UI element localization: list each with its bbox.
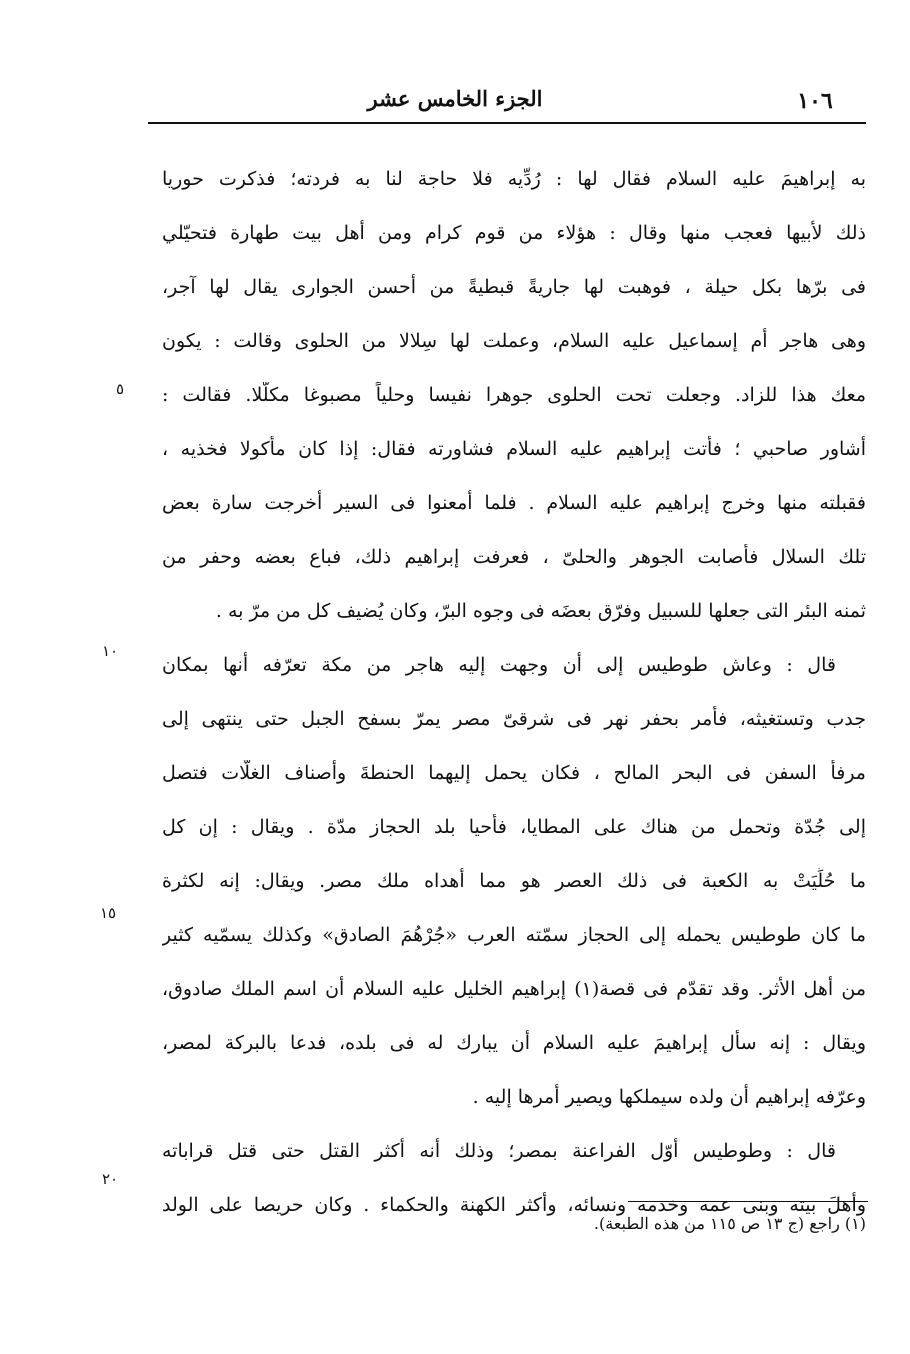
- text-line: وعرّفه إبراهيم أن ولده سيملكها ويصير أمرها إليه .: [472, 1086, 866, 1108]
- text-line: ويقال : إنه سأل إبراهيمَ عليه السلام أن يبارك له فى بلده، فدعا بالبركة لمصر،: [162, 1032, 866, 1054]
- text-line: ثمنه البئر التى جعلها للسبيل وفرّق بعضَه فى وجوه البرّ، وكان يُضيف كل من مرّ به .: [215, 600, 866, 622]
- text-line: جدب وتستغيثه، فأمر بحفر نهر فى شرقىّ مصر يمرّ بسفح الجبل حتى ينتهى إلى: [162, 708, 866, 730]
- text-line: ما حُلِّيَتْ به الكعبة فى ذلك العصر هو مما أهداه ملك مصر. ويقال: إنه لكثرة: [162, 870, 866, 892]
- footnote: (١) راجع (ج ١٣ ص ١١٥ من هذه الطبعة).: [593, 1214, 866, 1233]
- text-line: فى برّها بكل حيلة ، فوهبت لها جاريةً قبطيةً من أحسن الجوارى يقال لها آجر،: [162, 276, 866, 298]
- text-line: وهى هاجر أم إسماعيل عليه السلام، وعملت لها سِلالا من الحلوى وقالت : يكون: [162, 330, 866, 352]
- margin-line-number: ٢٠: [101, 1170, 119, 1188]
- text-line: أشاور صاحبي ؛ فأتت إبراهيم عليه السلام فشاورته فقال: إذا كان مأكولا فخذيه ،: [162, 438, 866, 460]
- margin-line-number: ١٠: [101, 642, 119, 660]
- text-line: قال : وعاش طوطيس إلى أن وجهت إليه هاجر من مكة تعرّفه أنها بمكان: [162, 654, 836, 676]
- running-header-title: الجزء الخامس عشر: [367, 86, 543, 111]
- text-line: إلى جُدّة وتحمل من هناك على المطايا، فأحيا بلد الحجاز مدّة . ويقال : إن كل: [162, 816, 866, 838]
- text-line: وأهلَ بيته وبنى عمه وخدمه ونسائه، وأكثر الكهنة والحكماء . وكان حريصا على الولد: [162, 1194, 866, 1216]
- margin-line-number: ١٥: [99, 904, 117, 922]
- text-line: ما كان طوطيس يحمله إلى الحجاز سمّته العرب «جُرْهُمَ الصادق» وكذلك يسمّيه كثير: [162, 924, 866, 946]
- text-line: من أهل الأثر. وقد تقدّم فى قصة(١) إبراهيم الخليل عليه السلام أن اسم الملك صادوق،: [162, 978, 866, 1000]
- header-rule: [148, 122, 866, 124]
- text-line: تلك السلال فأصابت الجوهر والحلىّ ، فعرفت إبراهيم ذلك، فباع بعضه وحفر من: [162, 546, 866, 568]
- text-line: قال : وطوطيس أوّل الفراعنة بمصر؛ وذلك أنه أكثر القتل حتى قتل قراباته: [162, 1140, 836, 1162]
- text-line: به إبراهيمَ عليه السلام فقال لها : رُدِّيه فلا حاجة لنا به فردته؛ فذكرت حوريا: [162, 168, 866, 190]
- text-line: فقبلته منها وخرج إبراهيم عليه السلام . فلما أمعنوا فى السير أخرجت سارة بعض: [162, 492, 866, 514]
- text-line: ذلك لأبيها فعجب منها وقال : هؤلاء من قوم كرام ومن أهل بيت طهارة فتحيّلي: [162, 222, 866, 244]
- footnote-rule: [628, 1201, 868, 1202]
- margin-line-number: ٥: [115, 380, 125, 398]
- text-line: معك هذا للزاد. وجعلت تحت الحلوى جوهرا نفيسا وحلياً مصبوغا مكلّلا. فقالت :: [162, 384, 866, 406]
- page-number: ١٠٦: [797, 88, 833, 114]
- text-line: مرفأ السفن فى البحر المالح ، فكان يحمل إليهما الحنطةَ وأصناف الغلّات فتصل: [162, 762, 866, 784]
